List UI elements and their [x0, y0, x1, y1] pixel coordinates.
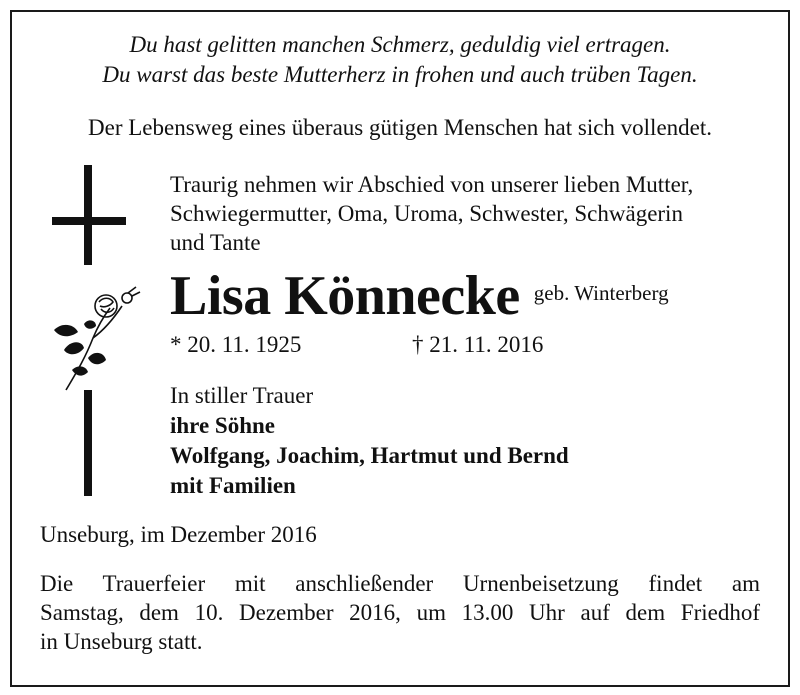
name-row	[170, 264, 770, 328]
deceased-name: Lisa Könnecke	[170, 265, 520, 327]
cross-bar	[52, 217, 126, 225]
intro-line-3: und Tante	[170, 230, 261, 255]
funeral-line-2: Samstag, dem 10. Dezember 2016, um 13.00 Uhr auf dem Friedhof	[40, 600, 760, 625]
mourners	[170, 381, 770, 501]
death-date: † 21. 11. 2016	[412, 332, 544, 357]
mourners-line-1: ihre Söhne	[170, 413, 276, 438]
poem	[0, 30, 800, 90]
mourners-line-3: mit Familien	[170, 473, 296, 498]
rose-icon	[48, 278, 148, 398]
intro-line-1: Traurig nehmen wir Abschied von unserer lieben Mutter,	[170, 172, 694, 197]
cross-icon	[84, 165, 92, 265]
funeral-line-1: Die Trauerfeier mit anschließender Urnenbeisetzung findet am	[40, 571, 760, 596]
poem-line-1: Du hast gelitten manchen Schmerz, geduldig viel ertragen.	[129, 32, 671, 57]
intro-text	[170, 170, 770, 257]
birth-name: geb. Winterberg	[533, 281, 669, 305]
funeral-line-3: in Unseburg statt.	[40, 629, 203, 654]
birth-date: * 20. 11. 1925	[170, 332, 302, 357]
mourners-intro: In stiller Trauer	[170, 383, 314, 408]
mourners-line-2: Wolfgang, Joachim, Hartmut und Bernd	[170, 443, 569, 468]
intro-line-2: Schwiegermutter, Oma, Uroma, Schwester, Schwägerin	[170, 201, 683, 226]
cross-lower-stem	[84, 390, 92, 496]
funeral-info	[40, 569, 760, 656]
poem-line-2: Du warst das beste Mutterherz in frohen und auch trüben Tagen.	[102, 62, 698, 87]
place-date: Unseburg, im Dezember 2016	[40, 522, 317, 547]
lebensweg-sentence: Der Lebensweg eines überaus gütigen Menschen hat sich vollendet.	[88, 115, 712, 140]
